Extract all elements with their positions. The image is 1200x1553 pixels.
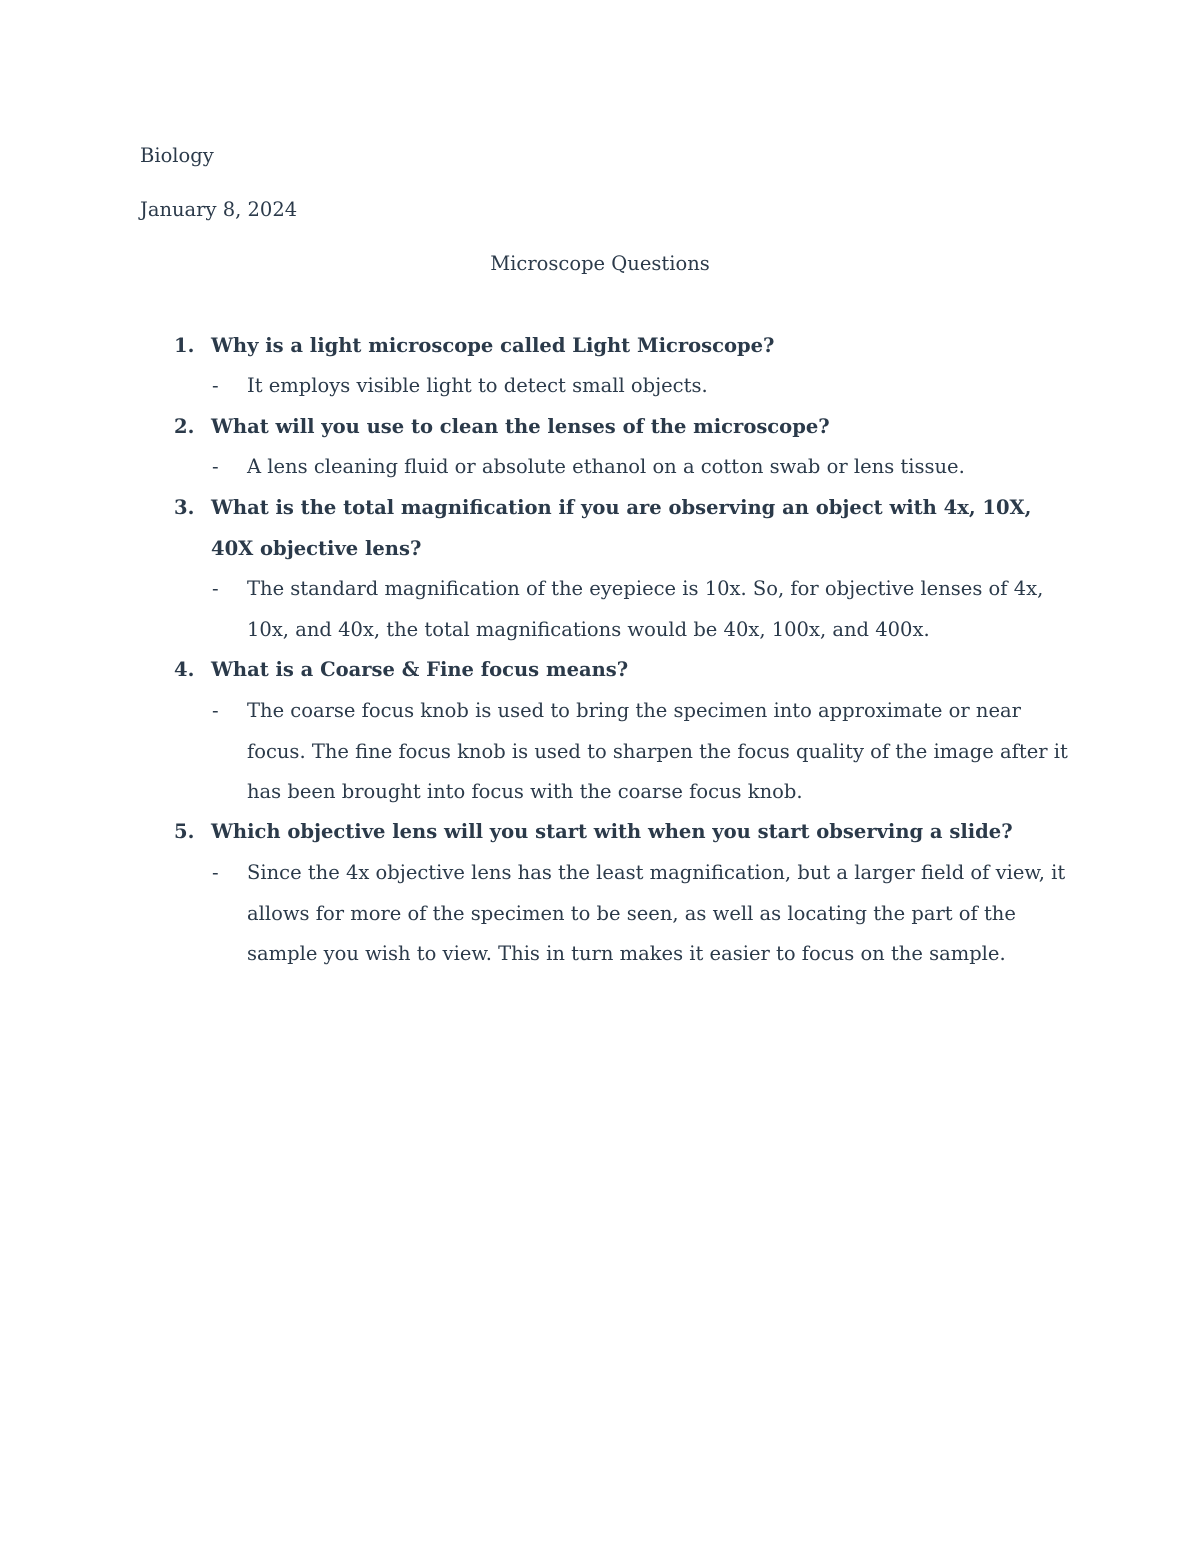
answer-2 <box>212 447 1072 488</box>
answer-text: The standard magnification of the eyepiece is 10x. So, for objective lenses of 4x, 10x, and 40x, the total magnifications would be 40x, 100x, and 400x. <box>247 577 1044 641</box>
page-title: Microscope Questions <box>490 252 710 275</box>
subject-line: Biology <box>140 144 214 167</box>
answer-3 <box>212 569 1072 650</box>
answer-dash: - <box>212 577 219 600</box>
question-text: Which objective lens will you start with when you start observing a slide? <box>211 820 1013 843</box>
answer-dash: - <box>212 861 219 884</box>
question-1 <box>174 326 1074 367</box>
question-text: Why is a light microscope called Light Microscope? <box>211 334 775 357</box>
question-number: 2. <box>174 415 195 438</box>
question-4 <box>174 650 1074 691</box>
question-number: 5. <box>174 820 195 843</box>
question-text: What is the total magnification if you are observing an object with 4x, 10X, 40X objective lens? <box>211 496 1032 560</box>
answer-dash: - <box>212 455 219 478</box>
answer-text: It employs visible light to detect small objects. <box>247 374 708 397</box>
answer-text: The coarse focus knob is used to bring the specimen into approximate or near focus. The fine focus knob is used to sharpen the focus quality of the image after it has been brought into focus with the coarse focus knob. <box>247 699 1068 803</box>
question-number: 3. <box>174 496 195 519</box>
question-number: 4. <box>174 658 195 681</box>
answer-text: Since the 4x objective lens has the least magnification, but a larger field of view, it allows for more of the specimen to be seen, as well as locating the part of the sample you wish to view. This in turn makes it easier to focus on the sample. <box>247 861 1066 965</box>
answer-text: A lens cleaning fluid or absolute ethanol on a cotton swab or lens tissue. <box>247 455 965 478</box>
question-number: 1. <box>174 334 195 357</box>
question-text: What will you use to clean the lenses of the microscope? <box>211 415 830 438</box>
date-line: January 8, 2024 <box>140 198 298 221</box>
answer-5 <box>212 853 1072 975</box>
answer-1 <box>212 366 1072 407</box>
question-text: What is a Coarse & Fine focus means? <box>211 658 629 681</box>
answer-4 <box>212 691 1072 813</box>
question-5 <box>174 812 1074 853</box>
answer-dash: - <box>212 699 219 722</box>
answer-dash: - <box>212 374 219 397</box>
question-3 <box>174 488 1054 569</box>
question-2 <box>174 407 1074 448</box>
